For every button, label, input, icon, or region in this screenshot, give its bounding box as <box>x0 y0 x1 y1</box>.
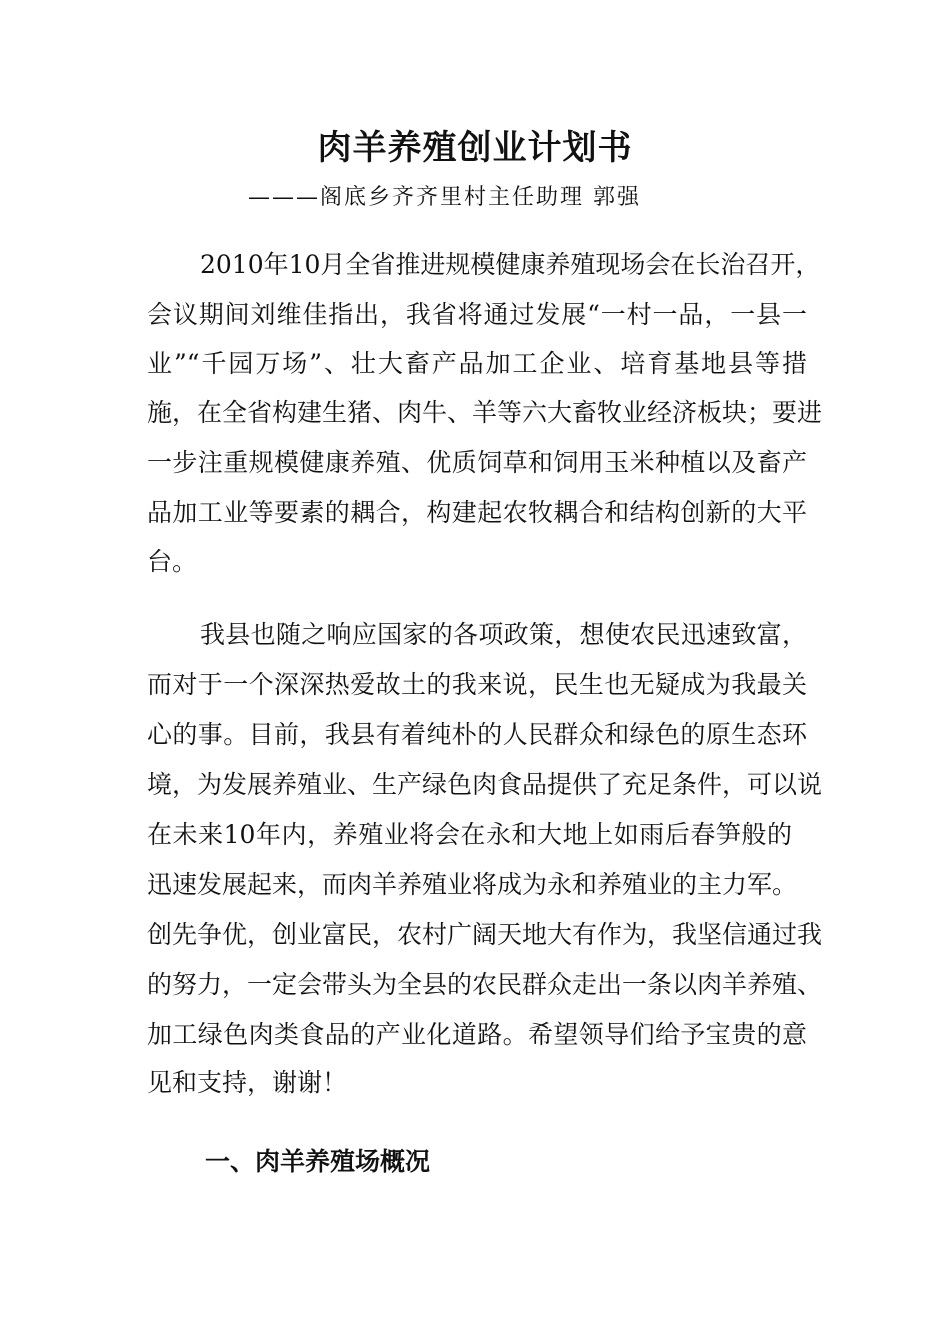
text-line: 迅速发展起来，而肉羊养殖业将成为永和养殖业的主力军。 <box>147 870 798 899</box>
section-heading: 一、肉羊养殖场概况 <box>205 1147 431 1176</box>
text-line: 一步注重规模健康养殖、优质饲草和饲用玉米种植以及畜产 <box>147 448 807 477</box>
text-line: 施，在全省构建生猪、肉牛、羊等六大畜牧业经济板块；要进 <box>147 398 823 427</box>
text-line: 见和支持，谢谢！ <box>147 1068 348 1097</box>
text-line: 在未来10年内，养殖业将会在永和大地上如雨后春笋般的 <box>147 820 792 849</box>
document-title: 肉羊养殖创业计划书 <box>317 128 633 168</box>
text-line: 的努力，一定会带头为全县的农民群众走出一条以肉羊养殖、 <box>147 970 823 999</box>
text-line: 会议期间刘维佳指出，我省将通过发展“一村一品，一县一 <box>147 300 807 329</box>
document-subtitle: ———阁底乡齐齐里村主任助理 郭强 <box>248 185 641 210</box>
text-line: 心的事。目前，我县有着纯朴的人民群众和绿色的原生态环 <box>147 720 807 749</box>
text-line: 业”“千园万场”、壮大畜产品加工企业、培育基地县等措 <box>147 349 807 378</box>
text-line: 我县也随之响应国家的各项政策，想使农民迅速致富， <box>200 620 807 649</box>
text-line: 品加工业等要素的耦合，构建起农牧耦合和结构创新的大平 <box>147 498 807 527</box>
text-line: 创先争优，创业富民，农村广阔天地大有作为，我坚信通过我 <box>147 920 823 949</box>
text-line: 台。 <box>147 547 198 576</box>
text-line: 境，为发展养殖业、生产绿色肉食品提供了充足条件，可以说 <box>147 770 823 799</box>
text-line: 而对于一个深深热爱故土的我来说，民生也无疑成为我最关 <box>147 670 807 699</box>
text-line: 加工绿色肉类食品的产业化道路。希望领导们给予宝贵的意 <box>147 1020 807 1049</box>
text-line: 2010年10月全省推进规模健康养殖现场会在长治召开， <box>200 250 821 279</box>
